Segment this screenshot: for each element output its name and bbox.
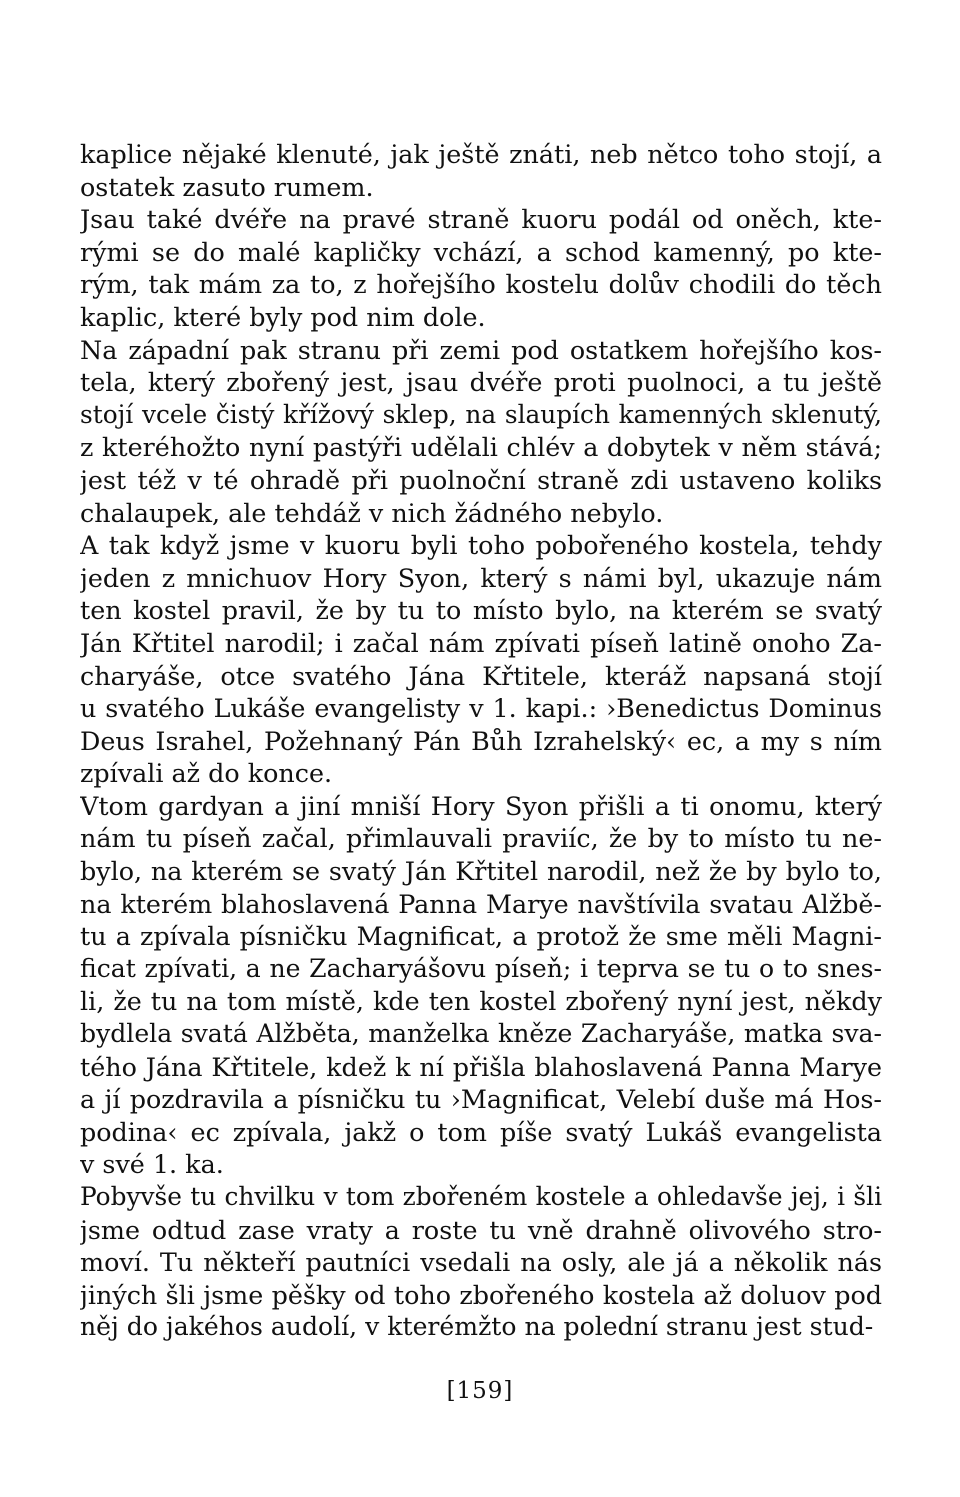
text-line: Jsau také dvéře na pravé straně kuoru podál od oněch, kte- (80, 204, 882, 235)
text-line: jeden z mnichuov Hory Syon, který s námi byl, ukazuje nám (80, 562, 882, 593)
text-line: bydlela svatá Alžběta, manželka kněze Zacharyáše, matka sva- (80, 1019, 882, 1049)
text-line: tého Jána Křtitele, kdež k ní přišla blahoslavená Panna Marye (80, 1051, 882, 1082)
text-line: Na západní pak stranu při zemi pod ostatkem hořejšího kos- (80, 334, 882, 365)
text-line: ten kostel pravil, že by tu to místo bylo, na kterém se svatý (80, 595, 882, 626)
text-line: nám tu píseň začal, přimlauvali praviíc, že by to místo tu ne- (80, 823, 882, 854)
text-line: charyáše, otce svatého Jána Křtitele, kteráž napsaná stojí (80, 660, 882, 691)
text-line: z kteréhožto nyní pastýři udělali chlév a dobytek v něm stává; (80, 432, 882, 463)
text-line: a jí pozdravila a písničku tu ›Magnificat, Velebí duše má Hos- (80, 1084, 882, 1115)
page-body (80, 138, 882, 1344)
text-line: v své 1. ka. (80, 1149, 224, 1180)
text-line: jest též v té ohradě při puolnoční straně zdi ustaveno koliks (80, 464, 882, 495)
paragraph (80, 529, 882, 790)
text-line: li, že tu na tom místě, kde ten kostel zbořený nyní jest, někdy (80, 986, 882, 1017)
text-line: kaplic, které byly pod nim dole. (80, 301, 486, 332)
paragraph (80, 790, 882, 1181)
text-line: u svatého Lukáše evangelisty v 1. kapi.: ›Benedictus Dominus (80, 693, 882, 724)
text-line: na kterém blahoslavená Panna Marye navštívila svatau Alžbě- (80, 888, 882, 919)
text-line: kaplice nějaké klenuté, jak ještě znáti, neb nětco toho stojí, a (80, 139, 882, 169)
text-line: Ján Křtitel narodil; i začal nám zpívati píseň latině onoho Za- (80, 627, 882, 658)
text-line: stojí vcele čistý křížový sklep, na slaupích kamenných sklenutý, (80, 399, 882, 429)
text-line: rým, tak mám za to, z hořejšího kostelu dolův chodili do těch (80, 269, 882, 300)
text-line: Vtom gardyan a jiní mniší Hory Syon přišli a ti onomu, který (80, 790, 882, 821)
text-line: zpívali až do konce. (80, 758, 333, 789)
text-line: A tak když jsme v kuoru byli toho pobořeného kostela, tehdy (80, 530, 882, 561)
text-line: Deus Israhel, Požehnaný Pán Bůh Izrahelský‹ ec, a my s ním (80, 725, 882, 756)
text-line: rými se do malé kapličky vchází, a schod kamenný, po kte- (80, 236, 882, 267)
text-line: tu a zpívala písničku Magnificat, a protož že sme měli Magni- (80, 921, 882, 952)
text-line: tela, který zbořený jest, jsau dvéře proti puolnoci, a tu ještě (80, 367, 882, 398)
text-line: podina‹ ec zpívala, jakž o tom píše svatý Lukáš evangelista (80, 1116, 882, 1147)
text-line: bylo, na kterém se svatý Ján Křtitel narodil, než že by bylo to, (80, 856, 882, 887)
text-line: moví. Tu někteří pautníci vsedali na osly, ale já a několik nás (80, 1247, 882, 1278)
paragraph (80, 203, 882, 333)
paragraph (80, 334, 882, 530)
text-line: chalaupek, ale tehdáž v nich žádného nebylo. (80, 497, 664, 528)
text-line: Pobyvše tu chvilku v tom zbořeném kostele a ohledavše jej, i šli (80, 1182, 882, 1211)
paragraph (80, 1181, 882, 1344)
text-line: jsme odtud zase vraty a roste tu vně drahně olivového stro- (80, 1214, 882, 1245)
text-line: ficat zpívati, a ne Zacharyášovu píseň; i teprva se tu o to snes- (80, 953, 882, 983)
paragraph (80, 138, 882, 203)
text-line: něj do jakéhos audolí, v kterémžto na polední stranu jest stud- (80, 1312, 874, 1342)
text-line: jiných šli jsme pěšky od toho zbořeného kostela až doluov pod (80, 1279, 882, 1310)
page-number: [159] (446, 1378, 514, 1404)
text-line: ostatek zasuto rumem. (80, 171, 374, 202)
